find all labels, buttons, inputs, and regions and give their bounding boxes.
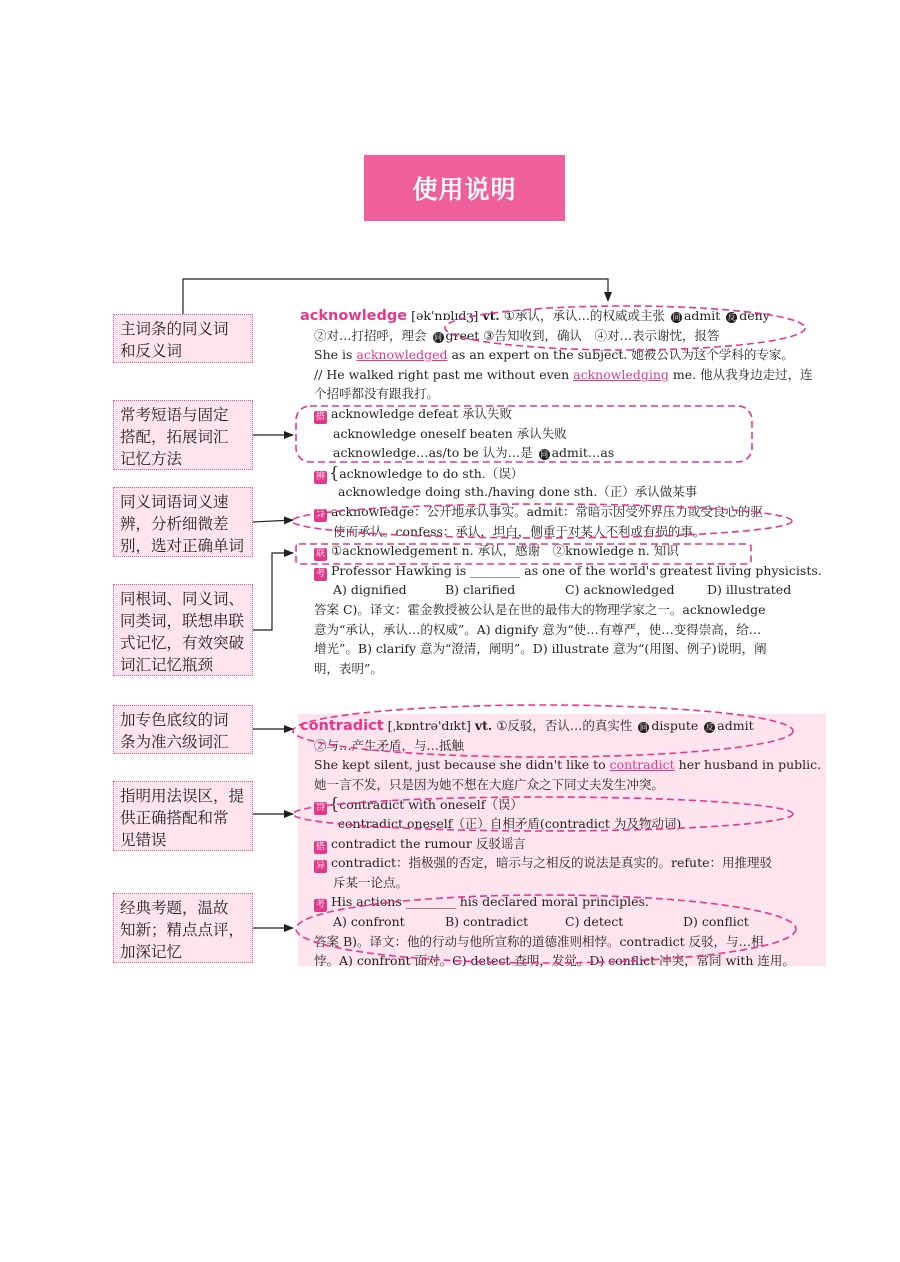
exam-option: D) illustrated — [707, 582, 792, 598]
antonym-icon: 反 — [727, 313, 736, 322]
sense: ③告知收到，确认 ④对…表示谢忱，报答 — [483, 327, 720, 343]
callout-line: 加专色底纹的词 — [120, 711, 229, 729]
phrase: acknowledge oneself beaten 承认失败 — [333, 425, 567, 441]
highlight-cet6 — [293, 705, 793, 757]
phrase: acknowledge defeat 承认失败 — [331, 405, 512, 421]
phrase-icon: 搭 — [315, 841, 325, 852]
distinguish-line: 辨 {acknowledge to do sth.（误） — [315, 462, 524, 482]
synonym: admit — [683, 308, 721, 323]
exam-answer: 明，表明”。 — [314, 660, 383, 676]
example-text: // He walked right past me without even — [314, 366, 570, 382]
example-text: She is — [314, 347, 353, 363]
example-text: 她一言不发，只是因为她不想在大庭广众之下同丈夫发生冲突。 — [314, 776, 665, 792]
example-keyword: acknowledging — [573, 366, 669, 382]
phrase-icon: 搭 — [315, 411, 325, 422]
example-keyword: acknowledged — [356, 347, 448, 363]
exam-option: B) contradict — [445, 913, 529, 929]
phrase: admit…as — [551, 445, 615, 461]
callout-line: 条为准六级词汇 — [120, 733, 229, 751]
callout-line: 式记忆，有效突破 — [120, 634, 245, 652]
antonym-icon: 反 — [705, 723, 714, 732]
sense: ①承认，承认…的权威或主张 — [503, 308, 665, 323]
part-of-speech: vt. — [482, 308, 500, 323]
related-words: ①acknowledgement n. 承认，感谢 ②knowledge n. 知识 — [331, 543, 679, 559]
link-icon: 联 — [315, 549, 325, 560]
antonym: deny — [739, 308, 770, 323]
phonetic: [ək'nɒlɪdʒ] — [411, 308, 479, 323]
synonym-diff: acknowledge：公开地承认事实。admit：常暗示因受外界压力或受良心的驱 — [331, 503, 763, 519]
distinguish-line: 辨 {contradict with oneself（误） — [315, 794, 523, 814]
highlight-distinguish — [292, 504, 792, 538]
exam-blank: ________ — [405, 894, 456, 910]
exam-question: Professor Hawking is — [331, 562, 467, 578]
sense: ②对…打招呼，理会 — [314, 327, 427, 343]
synonym: greet — [445, 327, 480, 343]
connector-synonym — [183, 279, 608, 314]
callout-line: 同义词语词义速 — [120, 493, 229, 511]
exam-option: B) clarified — [445, 582, 516, 598]
exam-option: A) dignified — [333, 582, 407, 598]
connector-distinguish — [253, 520, 293, 522]
example-keyword: contradict — [609, 757, 675, 773]
distinguish-icon: 辨 — [315, 471, 325, 482]
highlight-related — [296, 544, 751, 564]
callout-line: 和反义词 — [120, 342, 183, 360]
sense: ②与…产生矛盾，与…抵触 — [314, 737, 465, 753]
antonym: admit — [717, 718, 754, 733]
callout-line: 记忆方法 — [120, 450, 183, 468]
exam-answer: 意为“承认，承认…的权威”。A) dignify 意为“使…有尊严，使…变得崇高，给… — [314, 621, 762, 637]
sense: ①反驳，否认…的真实性 — [496, 718, 633, 733]
phrase: contradict the rumour 反驳谣言 — [331, 835, 526, 851]
highlight-exam — [296, 895, 796, 963]
synonym-icon: 同 — [639, 723, 648, 732]
synonym-diff-icon: 异 — [315, 861, 325, 872]
distinguish-wrong: contradict with oneself（误） — [339, 797, 523, 813]
synonym-diff: contradict：指极强的否定，暗示与之相反的说法是真实的。refute：用推理驳 — [331, 855, 773, 871]
callout-line: 词汇记忆瓶颈 — [120, 656, 214, 674]
exam-blank: ________ — [470, 562, 521, 578]
synonym-icon: 同 — [434, 332, 442, 342]
phonetic: [ˌkɒntrə'dɪkt] — [387, 718, 471, 733]
exam-icon: 考 — [315, 900, 325, 911]
connector-related — [253, 553, 293, 630]
exam-question: as one of the world's greatest living physicists. — [524, 562, 822, 578]
callout-line: 搭配，拓展词汇 — [120, 428, 229, 446]
headword: contradict — [300, 718, 384, 734]
callout-line: 见错误 — [120, 831, 167, 849]
callout-line: 常考短语与固定 — [120, 406, 229, 424]
synonym-icon: 同 — [672, 313, 681, 322]
example-text: me. 他从我身边走过，连 — [672, 366, 813, 382]
highlight-usage — [293, 797, 793, 831]
synonym-diff-icon: 异 — [315, 509, 325, 520]
callout-line: 经典考题，温故 — [120, 899, 229, 917]
example-text: her husband in public. — [678, 757, 822, 773]
page-title: 使用说明 — [364, 155, 565, 221]
callout-line: 同类词，联想串联 — [120, 612, 245, 630]
callout-line: 同根词、同义词、 — [120, 590, 245, 608]
highlight-synonym-antonym — [445, 306, 805, 350]
exam-option: A) confront — [333, 913, 405, 929]
distinguish-wrong: acknowledge to do sth.（误） — [339, 465, 524, 481]
phrase: acknowledge…as/to be 认为…是 — [333, 445, 533, 461]
exam-answer: 答案 C)。译文：霍金教授被公认是在世的最伟大的物理学家之一。acknowledge — [314, 601, 766, 617]
example-text: as an expert on the subject. 她被公认为这个学科的专家。 — [451, 347, 794, 363]
distinguish-right: contradict oneself（正）自相矛盾(contradict 为及物动词) — [338, 815, 682, 831]
headword: acknowledge — [300, 308, 408, 324]
exam-option: C) acknowledged — [565, 582, 675, 598]
highlight-phrases — [296, 406, 752, 462]
example-text: 个招呼都没有跟我打。 — [314, 386, 440, 402]
exam-icon: 考 — [315, 568, 325, 579]
example-text: She kept silent, just because she didn't like to — [314, 757, 606, 773]
exam-question: his declared moral principles. — [459, 894, 649, 910]
synonym-diff: 使而承认。confess：承认，坦白，侧重于对某人不利或有损的事。 — [333, 523, 706, 539]
callout-line: 主词条的同义词 — [120, 320, 229, 338]
callout-line: 供正确搭配和常 — [120, 809, 229, 827]
callout-line: 别，选对正确单词 — [120, 537, 245, 555]
exam-option: D) conflict — [683, 913, 749, 929]
synonym-icon: 同 — [540, 450, 549, 460]
callout-line: 加深记忆 — [120, 943, 183, 961]
callout-line: 指明用法误区，提 — [120, 787, 245, 805]
part-of-speech: vt. — [474, 718, 493, 733]
callout-line: 辨，分析细微差 — [120, 515, 229, 533]
exam-option: C) detect — [565, 913, 624, 929]
exam-answer: 悖。A) confront 面对。C) detect 查明，发觉。D) conflict 冲突，常同 with 连用。 — [314, 953, 795, 969]
callout-line: 知新；精点点评， — [120, 921, 245, 939]
exam-answer: 增光”。B) clarify 意为“澄清，阐明”。D) illustrate 意为“(用图、例子)说明，阐 — [314, 641, 767, 657]
synonym: dispute — [651, 718, 699, 733]
synonym-diff: 斥某一论点。 — [333, 874, 409, 890]
distinguish-right: acknowledge doing sth./having done sth.（正）承认做某事 — [338, 484, 698, 500]
exam-question: His actions — [331, 894, 402, 910]
exam-answer: 答案 B)。译文：他的行动与他所宣称的道德准则相悖。contradict 反驳，与…相 — [314, 933, 764, 949]
distinguish-icon: 辨 — [315, 803, 325, 814]
